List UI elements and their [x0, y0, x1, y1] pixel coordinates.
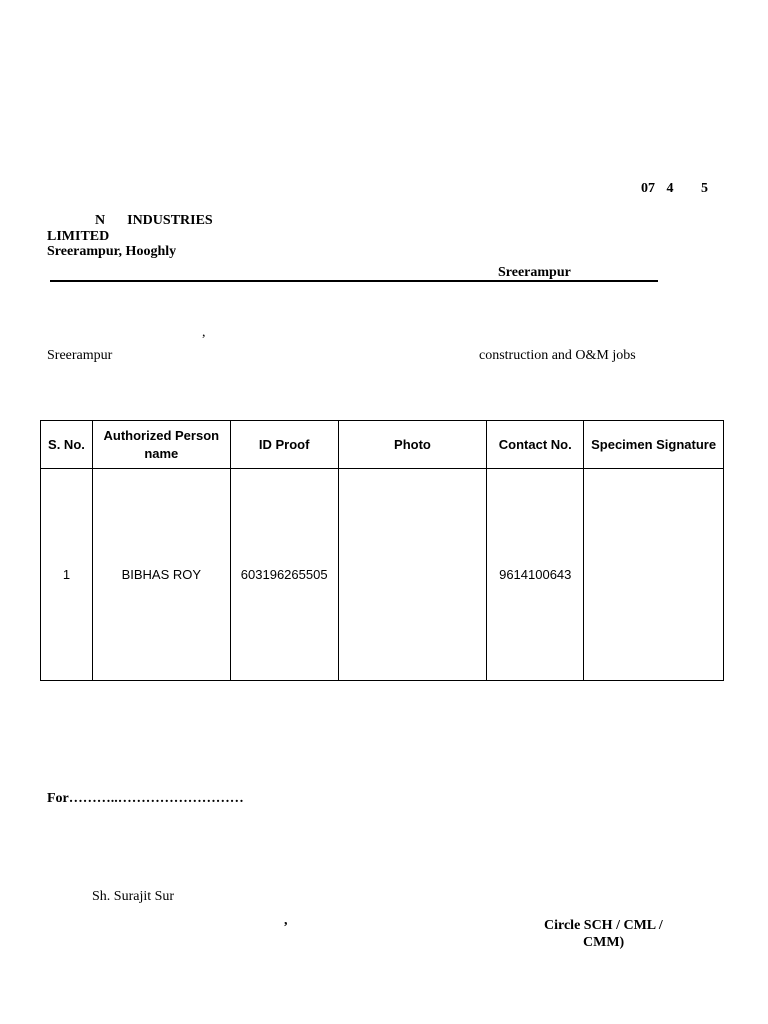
- signatory-name: Sh. Surajit Sur: [92, 889, 175, 904]
- table-row: [41, 469, 724, 681]
- circle-designation-line2: CMM): [583, 935, 625, 950]
- date-day: 07: [641, 181, 655, 196]
- footer-comma: ,: [284, 913, 288, 928]
- cell-signature: [584, 469, 724, 681]
- table-header-row: [41, 421, 724, 469]
- col-header-photo: Photo: [338, 421, 487, 469]
- date: [641, 181, 708, 197]
- cell-id-proof: 603196265505: [230, 469, 338, 681]
- col-header-contact: Contact No.: [487, 421, 584, 469]
- col-header-signature: Specimen Signature: [584, 421, 724, 469]
- cell-photo: [338, 469, 487, 681]
- body-comma: ,: [202, 325, 206, 340]
- for-line: For………..………………………: [47, 791, 244, 806]
- cell-name: BIBHAS ROY: [92, 469, 230, 681]
- body-jobs-text: construction and O&M jobs: [479, 348, 636, 363]
- col-header-id-proof: ID Proof: [230, 421, 338, 469]
- header-place: Sreerampur: [498, 265, 571, 280]
- company-word: INDUSTRIES: [127, 213, 213, 228]
- company-name-line2: LIMITED: [47, 229, 110, 244]
- col-header-name: Authorized Person name: [92, 421, 230, 469]
- authorized-persons-table: [40, 420, 724, 681]
- cell-sno: 1: [41, 469, 93, 681]
- circle-designation-line1: Circle SCH / CML /: [544, 918, 663, 933]
- body-place: Sreerampur: [47, 348, 113, 363]
- company-address: Sreerampur, Hooghly: [47, 244, 177, 259]
- date-month: 4: [666, 181, 674, 196]
- company-name-line1: [95, 213, 213, 229]
- col-header-sno: S. No.: [41, 421, 93, 469]
- company-initial: N: [95, 213, 106, 228]
- header-rule: [50, 280, 658, 282]
- cell-contact: 9614100643: [487, 469, 584, 681]
- date-year: 5: [701, 181, 708, 196]
